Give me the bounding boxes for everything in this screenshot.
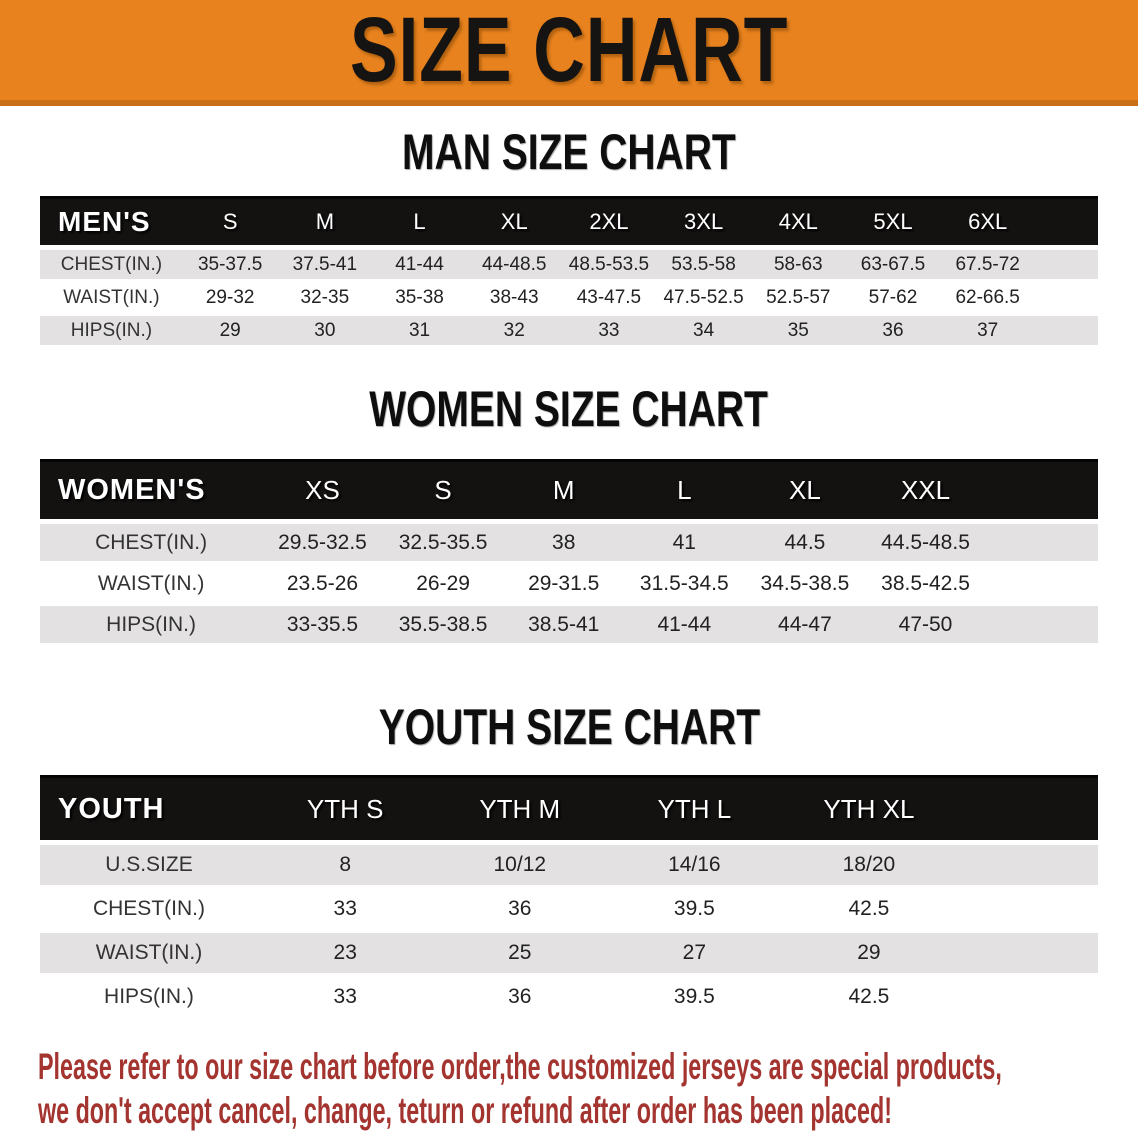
header-row	[40, 777, 1098, 843]
size-value: 29-32	[183, 281, 278, 314]
youth-size-table	[40, 775, 1098, 1021]
column-header: YTH L	[607, 777, 782, 843]
size-value: 29-31.5	[503, 563, 624, 604]
size-value: 58-63	[751, 248, 846, 282]
women-size-table	[40, 459, 1098, 647]
row-label: HIPS(IN.)	[40, 314, 183, 347]
size-value: 36	[846, 314, 941, 347]
table-row	[40, 931, 1098, 975]
size-value: 43-47.5	[562, 281, 657, 314]
size-value: 37.5-41	[278, 248, 373, 282]
size-value: 39.5	[607, 887, 782, 931]
size-value: 33-35.5	[262, 604, 383, 645]
size-value: 62-66.5	[940, 281, 1035, 314]
size-value: 32	[467, 314, 562, 347]
column-header: M	[278, 198, 373, 248]
size-value: 33	[562, 314, 657, 347]
column-header: 6XL	[940, 198, 1035, 248]
size-value: 25	[433, 931, 608, 975]
row-label: CHEST(IN.)	[40, 248, 183, 282]
column-header: 3XL	[656, 198, 751, 248]
column-header: YTH S	[258, 777, 433, 843]
size-value: 41-44	[372, 248, 467, 282]
disclaimer-line-2: we don't accept cancel, change, teturn or refund after order has been placed!	[38, 1090, 892, 1131]
row-label: CHEST(IN.)	[40, 522, 262, 564]
table-corner-label: MEN'S	[40, 198, 183, 248]
size-value: 63-67.5	[846, 248, 941, 282]
youth-size-chart-heading	[0, 701, 1138, 753]
size-value: 41-44	[624, 604, 745, 645]
size-value: 31	[372, 314, 467, 347]
size-value: 44.5	[745, 522, 866, 564]
size-value: 33	[258, 975, 433, 1019]
size-value: 44-48.5	[467, 248, 562, 282]
table-row	[40, 604, 1098, 645]
size-value: 27	[607, 931, 782, 975]
women-size-chart-heading-text: WOMEN SIZE CHART	[369, 381, 769, 437]
size-value: 10/12	[433, 843, 608, 888]
disclaimer-line-1: Please refer to our size chart before order,the customized jerseys are special products,	[38, 1046, 1002, 1087]
size-value: 33	[258, 887, 433, 931]
size-value: 39.5	[607, 975, 782, 1019]
size-value: 34.5-38.5	[745, 563, 866, 604]
size-value: 36	[433, 887, 608, 931]
size-value: 29	[782, 931, 957, 975]
size-value: 35.5-38.5	[383, 604, 504, 645]
column-header: S	[183, 198, 278, 248]
column-header: YTH M	[433, 777, 608, 843]
size-value: 67.5-72	[940, 248, 1035, 282]
size-value: 38.5-41	[503, 604, 624, 645]
row-label: HIPS(IN.)	[40, 604, 262, 645]
row-spacer	[1035, 281, 1098, 314]
size-value: 35	[751, 314, 846, 347]
men-size-table	[40, 196, 1098, 349]
size-value: 38	[503, 522, 624, 564]
header-spacer	[986, 461, 1098, 522]
header-spacer	[956, 777, 1098, 843]
size-value: 14/16	[607, 843, 782, 888]
size-value: 31.5-34.5	[624, 563, 745, 604]
table-row	[40, 522, 1098, 564]
size-value: 44-47	[745, 604, 866, 645]
column-header: XS	[262, 461, 383, 522]
size-value: 35-37.5	[183, 248, 278, 282]
size-value: 30	[278, 314, 373, 347]
man-size-chart-heading	[0, 126, 1138, 178]
size-value: 23.5-26	[262, 563, 383, 604]
size-value: 8	[258, 843, 433, 888]
size-value: 57-62	[846, 281, 941, 314]
table-row	[40, 314, 1098, 347]
row-label: CHEST(IN.)	[40, 887, 258, 931]
column-header: 4XL	[751, 198, 846, 248]
size-value: 18/20	[782, 843, 957, 888]
size-value: 32.5-35.5	[383, 522, 504, 564]
banner-title: SIZE CHART	[349, 0, 789, 101]
row-spacer	[986, 604, 1098, 645]
size-value: 29	[183, 314, 278, 347]
table-corner-label: YOUTH	[40, 777, 258, 843]
header-row	[40, 198, 1098, 248]
youth-size-chart-heading-text: YOUTH SIZE CHART	[378, 699, 760, 755]
row-label: WAIST(IN.)	[40, 281, 183, 314]
table-row	[40, 248, 1098, 282]
size-chart-banner	[0, 0, 1138, 106]
column-header: 2XL	[562, 198, 657, 248]
size-value: 38.5-42.5	[865, 563, 986, 604]
row-spacer	[1035, 314, 1098, 347]
column-header: XL	[467, 198, 562, 248]
women-size-chart-heading	[0, 383, 1138, 435]
row-label: WAIST(IN.)	[40, 563, 262, 604]
size-value: 34	[656, 314, 751, 347]
size-value: 42.5	[782, 975, 957, 1019]
size-value: 48.5-53.5	[562, 248, 657, 282]
column-header: S	[383, 461, 504, 522]
table-row	[40, 843, 1098, 888]
table-corner-label: WOMEN'S	[40, 461, 262, 522]
column-header: XXL	[865, 461, 986, 522]
row-spacer	[956, 975, 1098, 1019]
column-header: L	[624, 461, 745, 522]
size-value: 36	[433, 975, 608, 1019]
row-spacer	[986, 563, 1098, 604]
header-spacer	[1035, 198, 1098, 248]
row-spacer	[986, 522, 1098, 564]
row-label: U.S.SIZE	[40, 843, 258, 888]
size-value: 42.5	[782, 887, 957, 931]
man-size-chart-heading-text: MAN SIZE CHART	[402, 124, 736, 180]
table-row	[40, 887, 1098, 931]
column-header: L	[372, 198, 467, 248]
header-row	[40, 461, 1098, 522]
table-row	[40, 563, 1098, 604]
size-value: 26-29	[383, 563, 504, 604]
row-label: WAIST(IN.)	[40, 931, 258, 975]
disclaimer-note	[0, 1045, 1138, 1132]
row-label: HIPS(IN.)	[40, 975, 258, 1019]
size-value: 52.5-57	[751, 281, 846, 314]
size-value: 44.5-48.5	[865, 522, 986, 564]
row-spacer	[956, 887, 1098, 931]
size-value: 37	[940, 314, 1035, 347]
size-value: 41	[624, 522, 745, 564]
size-value: 35-38	[372, 281, 467, 314]
size-value: 23	[258, 931, 433, 975]
size-value: 38-43	[467, 281, 562, 314]
column-header: XL	[745, 461, 866, 522]
column-header: M	[503, 461, 624, 522]
size-value: 53.5-58	[656, 248, 751, 282]
size-value: 29.5-32.5	[262, 522, 383, 564]
table-row	[40, 975, 1098, 1019]
row-spacer	[956, 931, 1098, 975]
column-header: 5XL	[846, 198, 941, 248]
size-value: 47.5-52.5	[656, 281, 751, 314]
row-spacer	[1035, 248, 1098, 282]
column-header: YTH XL	[782, 777, 957, 843]
row-spacer	[956, 843, 1098, 888]
size-value: 47-50	[865, 604, 986, 645]
size-value: 32-35	[278, 281, 373, 314]
table-row	[40, 281, 1098, 314]
